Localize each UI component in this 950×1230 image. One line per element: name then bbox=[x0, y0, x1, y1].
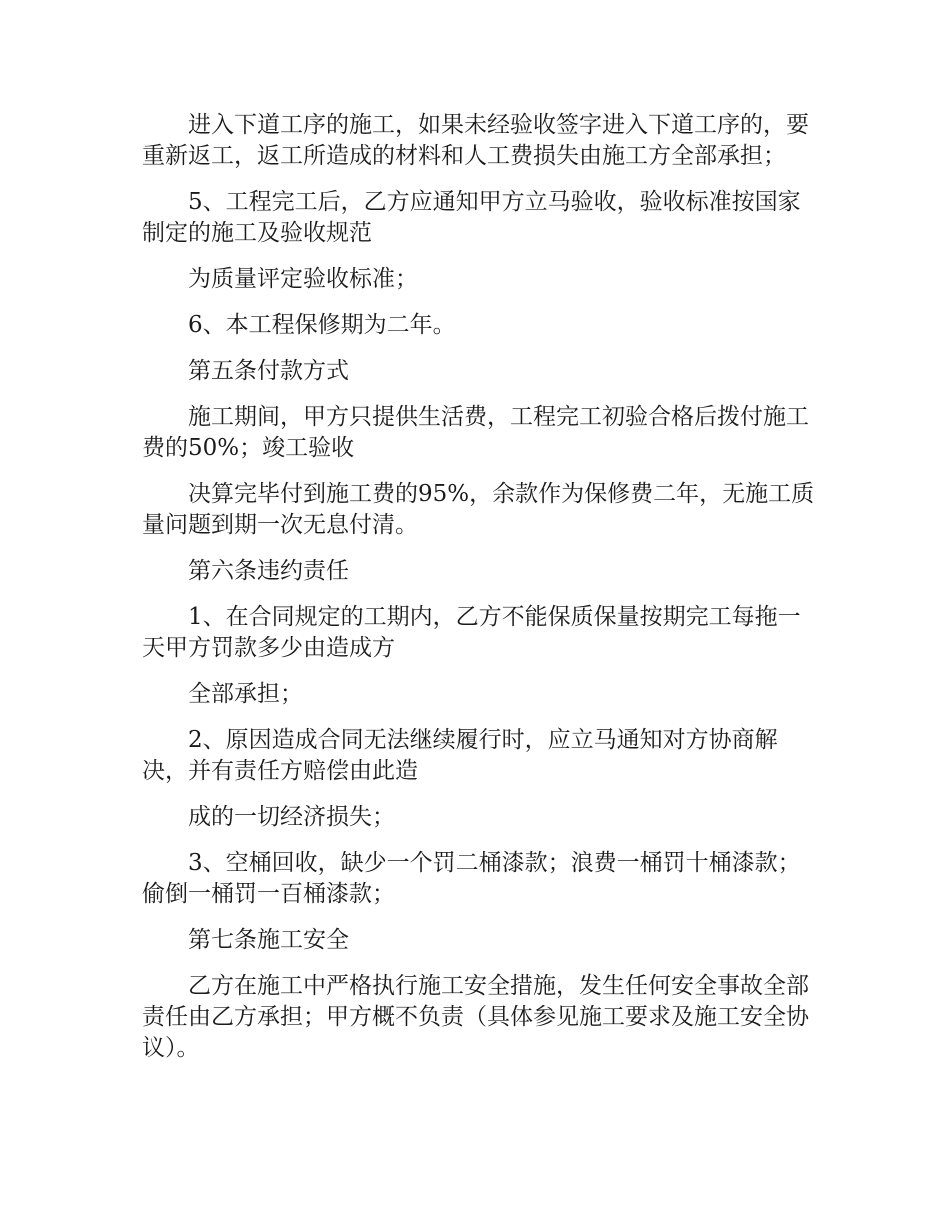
paragraph-acceptance-notice: 5、工程完工后，乙方应通知甲方立马验收，验收标准按国家制定的施工及验收规范 bbox=[142, 189, 801, 246]
paragraph-payment-final: 决算完毕付到施工费的95%，余款作为保修费二年，无施工质量问题到期一次无息付清。 bbox=[142, 481, 815, 538]
section-heading-payment: 第五条付款方式 bbox=[188, 358, 349, 384]
paragraph-payment-initial: 施工期间，甲方只提供生活费，工程完工初验合格后拨付施工费的50%；竣工验收 bbox=[142, 404, 809, 461]
paragraph-rework-clause: 进入下道工序的施工，如果未经验收签字进入下道工序的，要重新返工，返工所造成的材料和人工费损失由施工方全部承担； bbox=[142, 112, 809, 169]
paragraph-delay-penalty: 1、在合同规定的工期内，乙方不能保质保量按期完工每拖一天甲方罚款多少由造成方 bbox=[142, 604, 801, 661]
paragraph-bucket-recovery: 3、空桶回收，缺少一个罚二桶漆款；浪费一桶罚十桶漆款；偷倒一桶罚一百桶漆款； bbox=[142, 850, 801, 907]
paragraph-warranty-period: 6、本工程保修期为二年。 bbox=[188, 312, 456, 338]
section-heading-breach: 第六条违约责任 bbox=[188, 558, 349, 584]
paragraph-safety: 乙方在施工中严格执行施工安全措施，发生任何安全事故全部责任由乙方承担；甲方概不负责（具体参见施工要求及施工安全协议）。 bbox=[142, 973, 809, 1061]
document-page bbox=[142, 110, 822, 1079]
paragraph-delay-penalty-cont: 全部承担； bbox=[188, 681, 303, 707]
paragraph-acceptance-standard: 为质量评定验收标准； bbox=[188, 266, 418, 292]
paragraph-termination-cont: 成的一切经济损失； bbox=[188, 804, 395, 830]
section-heading-safety: 第七条施工安全 bbox=[188, 927, 349, 953]
paragraph-termination: 2、原因造成合同无法继续履行时，应立马通知对方协商解决，并有责任方赔偿由此造 bbox=[142, 727, 778, 784]
